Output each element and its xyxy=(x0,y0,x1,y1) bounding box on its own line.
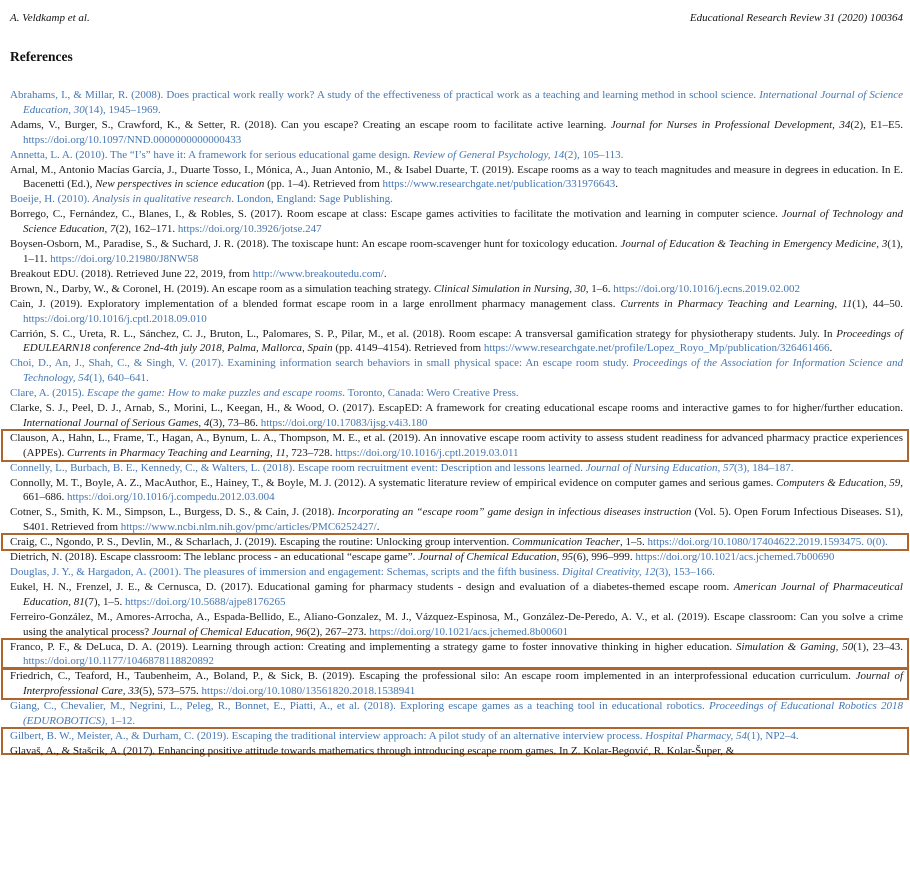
reference-text: , 723–728. xyxy=(285,446,336,459)
reference-entry xyxy=(10,386,903,401)
reference-entry xyxy=(10,88,903,118)
reference-text: International Journal of Science Education, 30 xyxy=(23,89,904,116)
reference-text: (3), 153–166. xyxy=(655,566,715,578)
reference-text: (7), 1–5. xyxy=(84,595,126,608)
reference-text: (6), 996–999. xyxy=(573,551,636,564)
reference-entry-highlighted xyxy=(10,729,903,744)
reference-text: Communication Teacher xyxy=(511,536,621,549)
reference-text: Annetta, L. A. (2010). The “I’s” have it: A framework for serious educational game design. xyxy=(10,148,414,161)
reference-url-link[interactable]: http://www.breakoutedu.com/ xyxy=(252,267,384,280)
reference-text: (1), 1–11. xyxy=(23,238,903,265)
reference-text: (1), 44–50. xyxy=(852,297,903,310)
reference-url-link[interactable]: https://doi.org/10.1021/acs.jchemed.7b00690 xyxy=(635,551,835,564)
reference-text: Proceedings of Educational Robotics 2018 (EDUROBOTICS) xyxy=(23,700,903,728)
reference-text: Boeije, H. (2010). xyxy=(10,193,93,206)
reference-text: Dietrich, N. (2018). Escape classroom: The leblanc process - an educational “escape game”. xyxy=(10,551,419,564)
reference-text: Breakout EDU. (2018). Retrieved June 22, 2019, from xyxy=(10,267,253,280)
reference-url-link[interactable]: https://doi.org/10.17083/ijsg.v4i3.180 xyxy=(260,416,428,429)
running-header-authors: A. Veldkamp et al. xyxy=(10,12,90,24)
reference-text: (2), 105–113. xyxy=(564,148,624,161)
reference-entry xyxy=(10,580,903,610)
reference-text: (2), 162–171. xyxy=(115,223,178,236)
reference-url-link[interactable]: https://www.researchgate.net/profile/Lopez_Royo_Mp/publication/326461466 xyxy=(483,342,830,355)
reference-url-link[interactable]: https://www.ncbi.nlm.nih.gov/pmc/articles/PMC6252427/ xyxy=(120,521,377,534)
reference-text: . xyxy=(376,521,380,534)
reference-url-link[interactable]: https://doi.org/10.1080/17404622.2019.1593475 xyxy=(647,536,862,549)
reference-text: (pp. 1–4). Retrieved from xyxy=(264,178,383,191)
reference-text: (2), E1–E5. xyxy=(850,118,904,131)
reference-text: Franco, P. F., & DeLuca, D. A. (2019). Learning through action: Creating and implementing a strategy game to foster innovative thinking in higher education. xyxy=(10,640,737,653)
reference-text: (pp. 4149–4154). Retrieved from xyxy=(332,342,484,355)
reference-entry xyxy=(10,401,903,431)
reference-text: Currents in Pharmacy Teaching and Learning, 11 xyxy=(620,297,853,310)
reference-entry xyxy=(10,744,903,759)
reference-text: Cotner, S., Smith, K. M., Simpson, L., Burgess, D. S., & Cain, J. (2018). xyxy=(10,506,338,519)
reference-entry xyxy=(10,148,903,163)
running-header-journal: Educational Research Review 31 (2020) 100364 xyxy=(689,12,903,24)
reference-url-link[interactable]: https://doi.org/10.5688/ajpe8176265 xyxy=(125,595,286,608)
reference-text: Connelly, L., Burbach, B. E., Kennedy, C., & Walters, L. (2018). Escape room recruitment event: Description and lessons learned. xyxy=(10,461,586,474)
reference-entry xyxy=(10,461,903,476)
reference-text: (Vol. 5). Open Forum Infectious Diseases. S1), S401. Retrieved from xyxy=(23,506,904,534)
reference-url-link[interactable]: https://doi.org/10.1016/j.cptl.2018.09.010 xyxy=(23,312,207,325)
reference-url-link[interactable]: https://doi.org/10.1021/acs.jchemed.8b00601 xyxy=(369,625,569,638)
reference-entry xyxy=(10,327,903,357)
section-title: References xyxy=(10,49,73,64)
reference-url-link[interactable]: https://doi.org/10.3926/jotse.247 xyxy=(177,223,322,236)
reference-text: (3), 184–187. xyxy=(733,461,794,474)
reference-entry-highlighted xyxy=(10,431,903,461)
reference-entry xyxy=(10,297,903,327)
reference-text: Craig, C., Ngondo, P. S., Devlin, M., & Scharlach, J. (2019). Escaping the routine: Unlocking group intervention. xyxy=(10,536,512,549)
reference-text: Escape the game: How to make puzzles and escape rooms xyxy=(86,387,343,400)
reference-text: Connolly, M. T., Boyle, A. Z., MacAuthor, E., Hainey, T., & Boyle, M. J. (2012). A systematic literature review of empirical evidence on computer games and serious games. xyxy=(10,476,777,489)
reference-entry xyxy=(10,505,903,535)
reference-text: Eukel, H. N., Frenzel, J. E., & Cernusca, D. (2017). Educational gaming for pharmacy students - design and evaluation of a diabetes-themed escape room. xyxy=(10,580,734,593)
reference-text: Computers & Education, 59 xyxy=(776,476,901,489)
reference-text: . xyxy=(383,267,387,280)
reference-text: Choi, D., An, J., Shah, C., & Singh, V. (2017). Examining information search behaviors in small physical space: An escape room study. xyxy=(10,357,633,370)
reference-text: Journal of Education & Teaching in Emergency Medicine, 3 xyxy=(620,238,888,251)
reference-text: (1), 23–43. xyxy=(853,640,904,653)
reference-url-link[interactable]: https://doi.org/10.1177/1046878118820892 xyxy=(23,655,214,668)
reference-text: Journal of Chemical Education, 96 xyxy=(151,625,307,638)
reference-text: Clare, A. (2015). xyxy=(10,387,87,400)
reference-entry xyxy=(10,282,903,297)
reference-text: Friedrich, C., Teaford, H., Taubenheim, A., Boland, P., & Sick, B. (2019). Escaping the professional silo: An escape room implemented in an interprofessional education curriculum. xyxy=(10,670,856,683)
running-header xyxy=(10,12,903,24)
reference-text: Proceedings of the Association for Information Science and Technology, 54 xyxy=(23,357,903,385)
reference-entry xyxy=(10,207,903,237)
reference-text: Journal of Chemical Education, 95 xyxy=(418,551,574,564)
reference-entry-highlighted xyxy=(10,669,903,699)
reference-text: Ferreiro-González, M., Amores-Arrocha, A., Espada-Bellido, E., Aliano-Gonzalez, M. J., Vázquez-Espinosa, M., González-De-Peredo, A. V., et al. (2019). Escape classroom: Can you solve a crime using the analytical process? xyxy=(10,610,903,638)
reference-url-link[interactable]: https://doi.org/10.1016/j.compedu.2012.03.004 xyxy=(67,491,275,504)
reference-text: Simulation & Gaming, 50 xyxy=(736,640,854,653)
reference-text: Douglas, J. Y., & Hargadon, A. (2001). The pleasures of immersion and engagement: Schemas, scripts and the fifth business. xyxy=(10,566,562,578)
reference-url-link[interactable]: https://doi.org/10.1016/j.ecns.2019.02.002 xyxy=(613,282,800,295)
reference-entry-highlighted xyxy=(10,535,903,550)
reference-text: , 1–6. xyxy=(585,282,614,295)
reference-text: Digital Creativity, 12 xyxy=(561,566,656,578)
reference-text: Incorporating an “escape room” game design in infectious diseases instruction xyxy=(337,506,692,519)
reference-url-link[interactable]: https://doi.org/10.21980/J8NW58 xyxy=(50,252,199,265)
reference-text: Journal of Nursing Education, 57 xyxy=(585,461,734,474)
reference-entry xyxy=(10,267,903,282)
reference-text: . xyxy=(615,178,618,191)
reference-entry xyxy=(10,610,903,640)
reference-text: . Toronto, Canada: Wero Creative Press. xyxy=(342,387,519,400)
reference-text: Review of General Psychology, 14 xyxy=(413,148,565,161)
reference-text: . London, England: Sage Publishing. xyxy=(231,193,393,206)
reference-text: Journal of Technology and Science Education, 7 xyxy=(23,208,903,236)
reference-entry xyxy=(10,550,903,565)
reference-text: , 661–686. xyxy=(23,476,903,504)
reference-text: Boysen-Osborn, M., Paradise, S., & Suchard, J. R. (2018). The toxiscape hunt: An escape room-scavenger hunt for toxicology education. xyxy=(10,238,621,251)
reference-text: Carrión, S. C., Ureta, R. L., Sánchez, C. J., Bruton, L., Palomares, S. P., Pilar, M., et al. (2018). Room escape: A transversal gamification strategy for physiotherapy students. July. In xyxy=(10,327,837,340)
reference-url-link[interactable]: https://doi.org/10.1016/j.cptl.2019.03.011 xyxy=(335,446,519,459)
reference-list xyxy=(10,88,903,759)
reference-text: Adams, V., Burger, S., Crawford, K., & Setter, R. (2018). Can you escape? Creating an escape room to facilitate active learning. xyxy=(10,118,611,131)
reference-text: American Journal of Pharmaceutical Education, 81 xyxy=(23,580,903,608)
reference-text: Cain, J. (2019). Exploratory implementation of a blended format escape room in a large enrollment pharmacy management class. xyxy=(10,297,621,310)
reference-text: Clarke, S. J., Peel, D. J., Arnab, S., Morini, L., Keegan, H., & Wood, O. (2017). EscapED: A framework for creating educational escape rooms and interactive games to for higher/further education. xyxy=(10,402,903,415)
reference-text: . xyxy=(829,342,833,355)
reference-text: Analysis in qualitative research xyxy=(92,193,232,206)
reference-text: Glavaš, A., & Stašcik, A. (2017). Enhancing positive attitude towards mathematics through introducing escape room games. In Z. Kolar-Begović, R. Kolar-Šuper, & xyxy=(10,744,735,757)
reference-text: , 1–12. xyxy=(104,715,136,728)
reference-entry xyxy=(10,476,903,506)
reference-entry xyxy=(10,192,903,207)
reference-text: Clauson, A., Hahn, L., Frame, T., Hagan, A., Bynum, L. A., Thompson, M. E., et al. (2019). An innovative escape room activity to assess student readiness for advanced pharmacy practice experiences (APPEs). xyxy=(10,431,903,459)
reference-url-link[interactable]: https://www.researchgate.net/publication/331976643 xyxy=(382,178,616,191)
reference-text: International Journal of Serious Games, 4 xyxy=(23,416,210,429)
reference-text: (5), 573–575. xyxy=(139,685,202,698)
reference-text: Proceedings of EDULEARN18 conference 2nd-4th july 2018, Palma, Mallorca, Spain xyxy=(23,327,903,355)
reference-text: Brown, N., Darby, W., & Coronel, H. (2019). An escape room as a simulation teaching strategy. xyxy=(10,282,434,295)
reference-text: Hospital Pharmacy, 54 xyxy=(645,729,748,742)
reference-url-link[interactable]: https://doi.org/10.1097/NND.0000000000000433 xyxy=(23,133,242,146)
reference-text: Journal of Interprofessional Care, 33 xyxy=(23,670,904,698)
reference-text: (14), 1945–1969. xyxy=(84,103,161,116)
reference-text: Abrahams, I., & Millar, R. (2008). Does practical work really work? A study of the effectiveness of practical work as a teaching and learning method in school science. xyxy=(10,89,760,101)
reference-url-link[interactable]: https://doi.org/10.1080/13561820.2018.1538941 xyxy=(201,685,416,698)
reference-text: Currents in Pharmacy Teaching and Learning, 11 xyxy=(67,446,286,459)
reference-entry xyxy=(10,237,903,267)
reference-text: Arnal, M., Antonio Macías García, J., Duarte Tosso, I., Mónica, A., Juan Antonio, M., & Isabel Duarte, T. (2019). Escape rooms as a way to teach magnitudes and measure in degrees in education. In E. Bacenetti (Ed.), xyxy=(10,163,903,191)
reference-entry xyxy=(10,699,903,729)
reference-entry-highlighted xyxy=(10,640,903,670)
reference-entry xyxy=(10,565,903,580)
reference-text: (1), 640–641. xyxy=(89,372,149,385)
reference-text: (3), 73–86. xyxy=(209,416,261,429)
reference-text: Borrego, C., Fernández, C., Blanes, I., & Robles, S. (2017). Room escape at class: Escape games activities to facilitate the motivation and learning in computer science. xyxy=(10,208,782,221)
reference-text: , 1–5. xyxy=(620,536,648,549)
reference-entry xyxy=(10,118,903,148)
reference-text: (1), NP2–4. xyxy=(747,729,799,742)
reference-text: New perspectives in science education xyxy=(95,178,265,191)
reference-text: Gilbert, B. W., Meister, A., & Durham, C. (2019). Escaping the traditional interview approach: A pilot study of an alternative interview process. xyxy=(10,729,646,742)
reference-entry xyxy=(10,356,903,386)
reference-text: Giang, C., Chevalier, M., Negrini, L., Peleg, R., Bonnet, E., Piatti, A., et al. (2018). Exploring escape games as a teaching tool in educational robotics. xyxy=(10,700,709,713)
reference-text: Journal for Nurses in Professional Development, 34 xyxy=(610,118,851,131)
reference-text: (2), 267–273. xyxy=(306,625,370,638)
reference-entry xyxy=(10,163,903,193)
reference-text: . 0(0). xyxy=(861,536,888,549)
reference-text: Clinical Simulation in Nursing, 30 xyxy=(433,282,586,295)
